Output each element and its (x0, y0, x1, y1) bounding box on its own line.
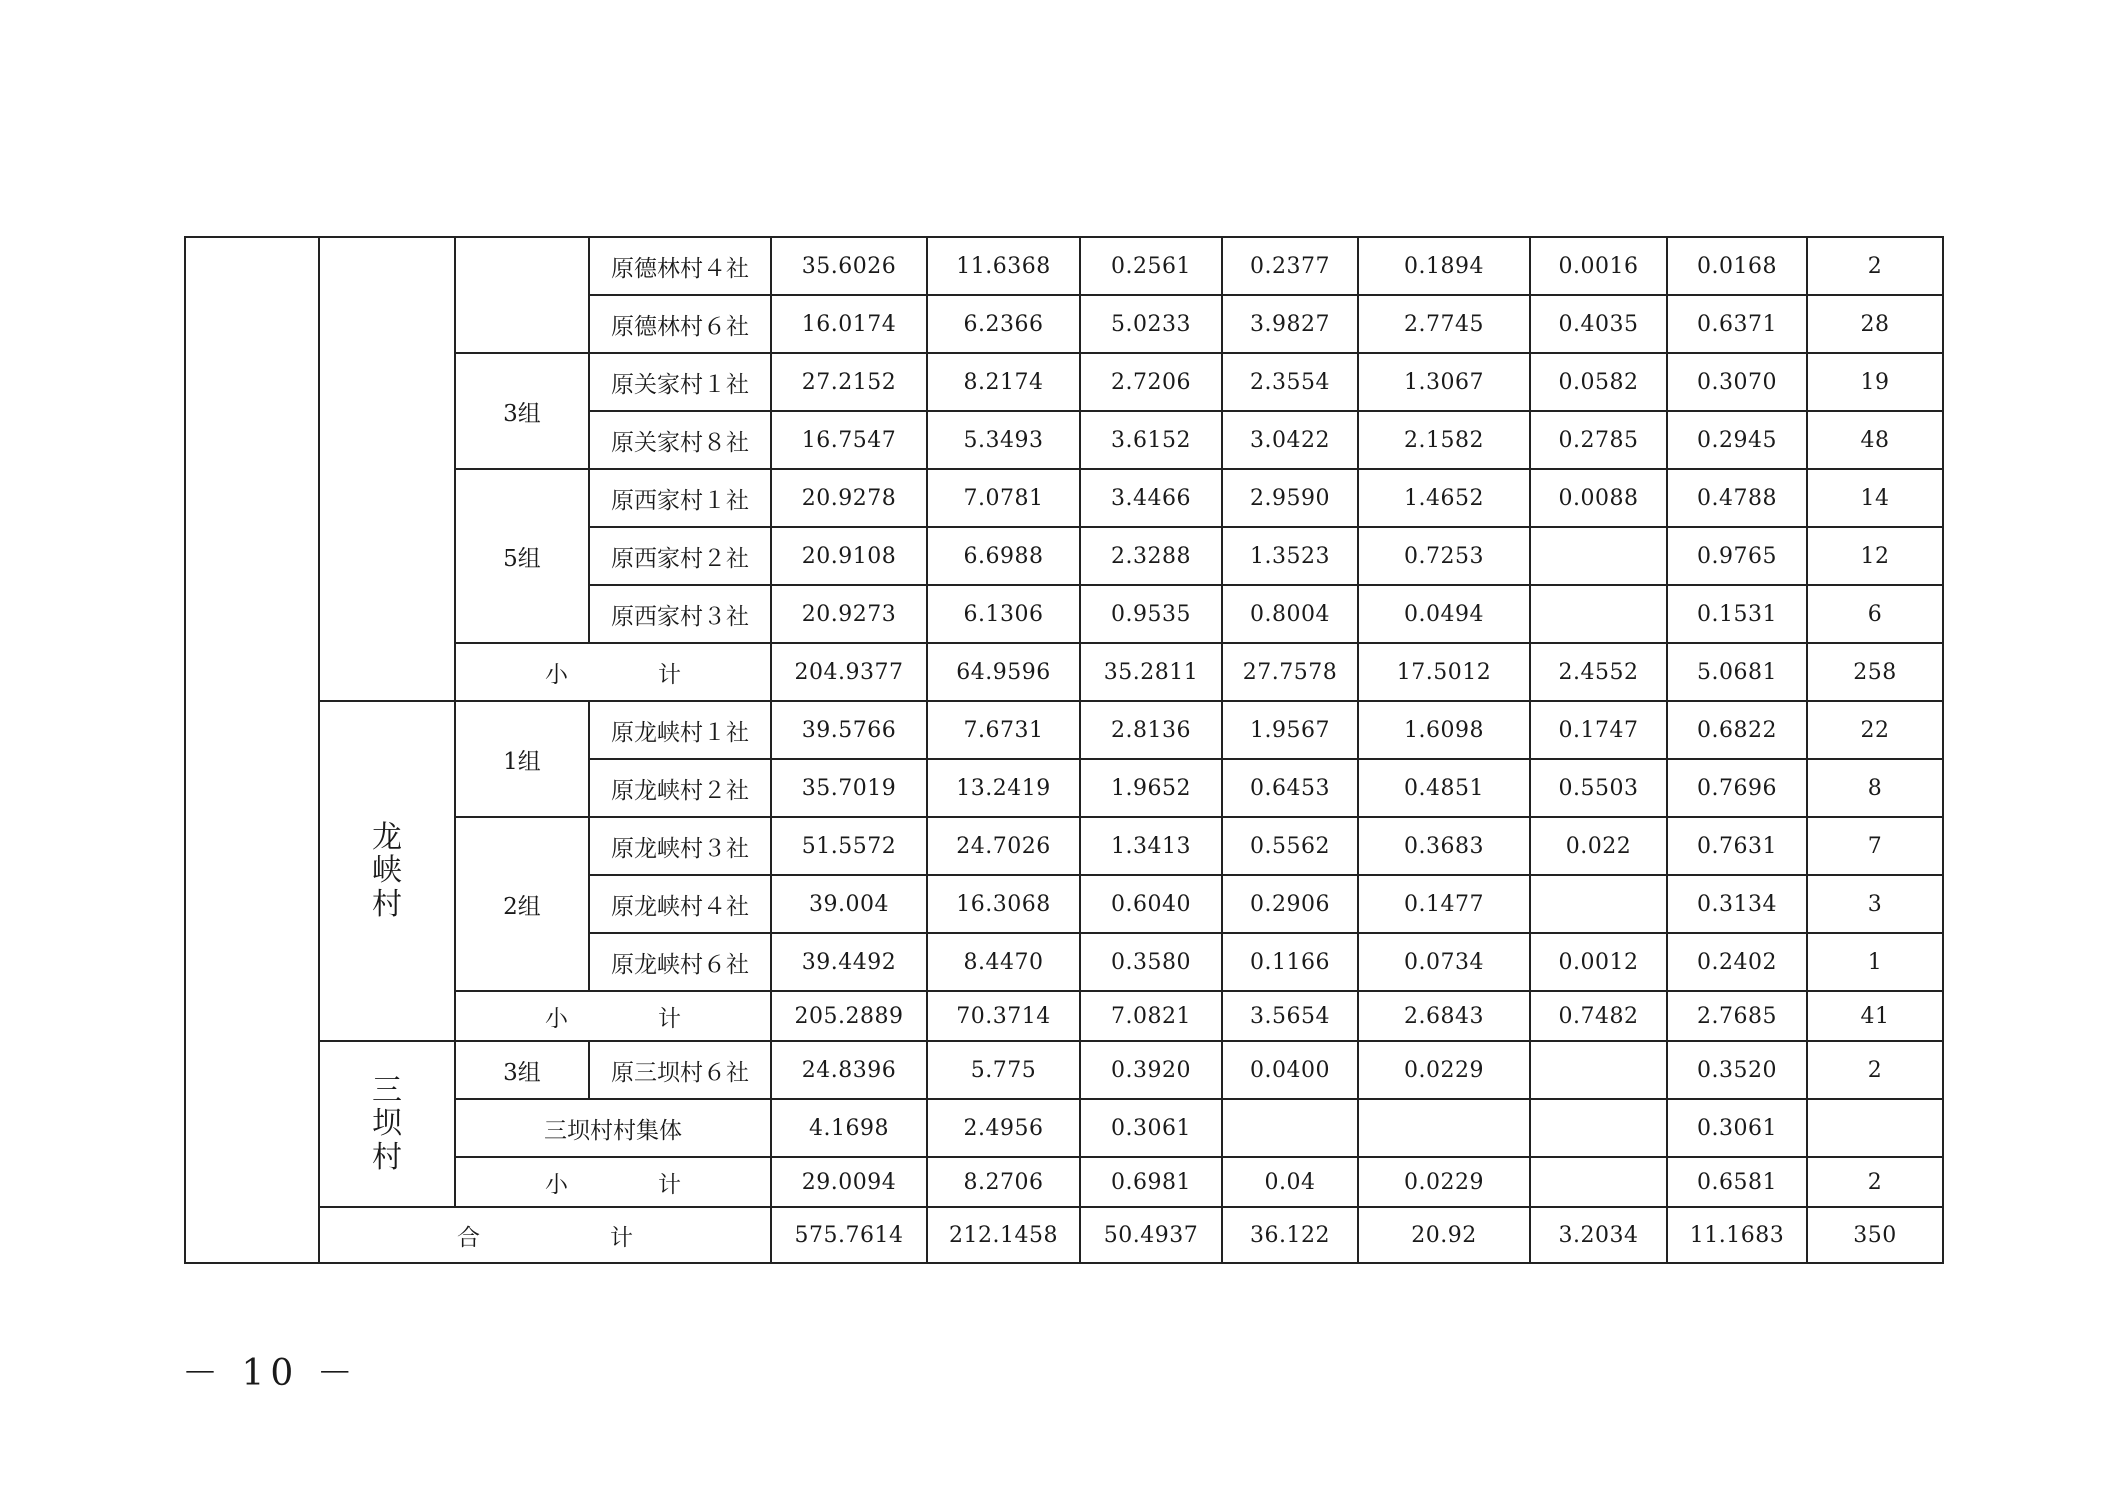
value-cell: 0.3134 (1667, 875, 1807, 933)
value-cell: 50.4937 (1080, 1207, 1222, 1263)
value-cell: 2.7206 (1080, 353, 1222, 411)
value-cell: 0.0494 (1358, 585, 1530, 643)
group-cell: 5组 (455, 469, 589, 643)
value-cell: 0.0016 (1530, 237, 1667, 295)
value-cell: 0.1477 (1358, 875, 1530, 933)
table-row (185, 237, 1943, 295)
value-cell: 0.7482 (1530, 991, 1667, 1041)
value-cell (1358, 1099, 1530, 1157)
value-cell: 2.4956 (927, 1099, 1080, 1157)
value-cell: 0.0400 (1222, 1041, 1358, 1099)
value-cell (1807, 1099, 1943, 1157)
value-cell: 0.4851 (1358, 759, 1530, 817)
value-cell: 64.9596 (927, 643, 1080, 701)
value-cell: 8.2706 (927, 1157, 1080, 1207)
value-cell: 0.0229 (1358, 1157, 1530, 1207)
subtotal-label-a: 小 (545, 1005, 568, 1032)
society-label-cell: 原龙峡村６社 (589, 933, 771, 991)
society-label-cell: 原龙峡村３社 (589, 817, 771, 875)
value-cell: 2.7685 (1667, 991, 1807, 1041)
value-cell: 24.7026 (927, 817, 1080, 875)
value-cell: 0.0168 (1667, 237, 1807, 295)
value-cell: 1.3413 (1080, 817, 1222, 875)
value-cell: 2.3554 (1222, 353, 1358, 411)
value-cell: 24.8396 (771, 1041, 927, 1099)
village-cell (319, 1041, 455, 1207)
value-cell: 0.0734 (1358, 933, 1530, 991)
value-cell: 28 (1807, 295, 1943, 353)
value-cell: 7.0821 (1080, 991, 1222, 1041)
value-cell: 1.9567 (1222, 701, 1358, 759)
value-cell: 0.3061 (1080, 1099, 1222, 1157)
value-cell: 0.7631 (1667, 817, 1807, 875)
value-cell: 22 (1807, 701, 1943, 759)
table-row (185, 1207, 1943, 1263)
group-cell: 1组 (455, 701, 589, 817)
value-cell: 0.6581 (1667, 1157, 1807, 1207)
value-cell: 16.0174 (771, 295, 927, 353)
value-cell: 0.1531 (1667, 585, 1807, 643)
value-cell: 1.9652 (1080, 759, 1222, 817)
value-cell: 0.6981 (1080, 1157, 1222, 1207)
value-cell: 3.5654 (1222, 991, 1358, 1041)
value-cell: 0.5562 (1222, 817, 1358, 875)
value-cell: 19 (1807, 353, 1943, 411)
table-row (185, 701, 1943, 759)
society-label-cell: 原三坝村６社 (589, 1041, 771, 1099)
society-label-cell: 原西家村２社 (589, 527, 771, 585)
value-cell: 11.1683 (1667, 1207, 1807, 1263)
value-cell: 205.2889 (771, 991, 927, 1041)
value-cell: 0.0012 (1530, 933, 1667, 991)
value-cell: 7.0781 (927, 469, 1080, 527)
society-label-cell: 原龙峡村４社 (589, 875, 771, 933)
value-cell: 1.4652 (1358, 469, 1530, 527)
value-cell: 2.6843 (1358, 991, 1530, 1041)
value-cell: 0.6371 (1667, 295, 1807, 353)
value-cell: 8.2174 (927, 353, 1080, 411)
value-cell: 0.4035 (1530, 295, 1667, 353)
subtotal-label-b: 计 (658, 1171, 681, 1198)
society-label-cell: 原西家村３社 (589, 585, 771, 643)
value-cell: 51.5572 (771, 817, 927, 875)
society-label-cell: 原关家村８社 (589, 411, 771, 469)
value-cell: 2.3288 (1080, 527, 1222, 585)
value-cell: 0.1166 (1222, 933, 1358, 991)
total-label-cell (319, 1207, 771, 1263)
total-label-a: 合 (457, 1224, 480, 1251)
value-cell: 0.3683 (1358, 817, 1530, 875)
subtotal-label-a: 小 (545, 661, 568, 688)
value-cell: 5.0233 (1080, 295, 1222, 353)
value-cell: 13.2419 (927, 759, 1080, 817)
total-label-b: 计 (610, 1224, 633, 1251)
value-cell: 2.9590 (1222, 469, 1358, 527)
group-cell: 3组 (455, 353, 589, 469)
value-cell: 350 (1807, 1207, 1943, 1263)
village-name: 三坝村 (372, 1072, 402, 1175)
value-cell: 27.2152 (771, 353, 927, 411)
society-label-cell: 原德林村４社 (589, 237, 771, 295)
value-cell (1530, 875, 1667, 933)
subtotal-label-b: 计 (658, 1005, 681, 1032)
society-label-cell: 原关家村１社 (589, 353, 771, 411)
value-cell: 3.2034 (1530, 1207, 1667, 1263)
blank-column-cell (185, 237, 319, 1263)
value-cell: 35.6026 (771, 237, 927, 295)
table-row (185, 1041, 1943, 1099)
value-cell: 2.1582 (1358, 411, 1530, 469)
value-cell: 12 (1807, 527, 1943, 585)
value-cell: 1.3523 (1222, 527, 1358, 585)
group-cell: 2组 (455, 817, 589, 991)
value-cell: 0.2785 (1530, 411, 1667, 469)
value-cell: 3 (1807, 875, 1943, 933)
value-cell: 0.0582 (1530, 353, 1667, 411)
value-cell: 20.9278 (771, 469, 927, 527)
value-cell: 5.3493 (927, 411, 1080, 469)
value-cell: 27.7578 (1222, 643, 1358, 701)
value-cell: 39.5766 (771, 701, 927, 759)
value-cell: 14 (1807, 469, 1943, 527)
value-cell: 16.7547 (771, 411, 927, 469)
value-cell: 6.2366 (927, 295, 1080, 353)
value-cell: 48 (1807, 411, 1943, 469)
value-cell: 204.9377 (771, 643, 927, 701)
collective-label-cell: 三坝村村集体 (455, 1099, 771, 1157)
value-cell: 6.6988 (927, 527, 1080, 585)
value-cell: 0.022 (1530, 817, 1667, 875)
value-cell: 0.0229 (1358, 1041, 1530, 1099)
value-cell: 0.3070 (1667, 353, 1807, 411)
value-cell: 6.1306 (927, 585, 1080, 643)
value-cell: 2.7745 (1358, 295, 1530, 353)
value-cell: 1.6098 (1358, 701, 1530, 759)
value-cell: 0.7253 (1358, 527, 1530, 585)
value-cell: 0.2906 (1222, 875, 1358, 933)
value-cell: 0.1894 (1358, 237, 1530, 295)
value-cell: 0.3920 (1080, 1041, 1222, 1099)
value-cell: 2.4552 (1530, 643, 1667, 701)
value-cell: 7.6731 (927, 701, 1080, 759)
value-cell: 2 (1807, 1157, 1943, 1207)
society-label-cell: 原龙峡村２社 (589, 759, 771, 817)
value-cell: 29.0094 (771, 1157, 927, 1207)
value-cell: 0.0088 (1530, 469, 1667, 527)
value-cell: 35.2811 (1080, 643, 1222, 701)
value-cell: 5.0681 (1667, 643, 1807, 701)
value-cell: 0.5503 (1530, 759, 1667, 817)
value-cell: 2 (1807, 1041, 1943, 1099)
value-cell: 3.9827 (1222, 295, 1358, 353)
value-cell: 16.3068 (927, 875, 1080, 933)
value-cell: 258 (1807, 643, 1943, 701)
group-cell-continued (455, 237, 589, 353)
value-cell (1530, 1157, 1667, 1207)
value-cell: 70.3714 (927, 991, 1080, 1041)
value-cell: 0.2377 (1222, 237, 1358, 295)
subtotal-label-a: 小 (545, 1171, 568, 1198)
value-cell: 0.7696 (1667, 759, 1807, 817)
value-cell: 20.92 (1358, 1207, 1530, 1263)
subtotal-label-cell (455, 991, 771, 1041)
value-cell (1530, 527, 1667, 585)
group-cell: 3组 (455, 1041, 589, 1099)
value-cell: 0.6822 (1667, 701, 1807, 759)
value-cell: 11.6368 (927, 237, 1080, 295)
value-cell: 6 (1807, 585, 1943, 643)
village-cell (319, 701, 455, 1041)
society-label-cell: 原西家村１社 (589, 469, 771, 527)
value-cell: 3.6152 (1080, 411, 1222, 469)
value-cell: 2 (1807, 237, 1943, 295)
value-cell: 0.6040 (1080, 875, 1222, 933)
table-body (185, 237, 1943, 1263)
value-cell: 0.2402 (1667, 933, 1807, 991)
value-cell: 1 (1807, 933, 1943, 991)
value-cell: 0.3580 (1080, 933, 1222, 991)
value-cell: 0.2945 (1667, 411, 1807, 469)
data-table (184, 236, 1944, 1264)
value-cell: 39.4492 (771, 933, 927, 991)
value-cell: 0.04 (1222, 1157, 1358, 1207)
value-cell: 0.2561 (1080, 237, 1222, 295)
value-cell: 39.004 (771, 875, 927, 933)
value-cell: 0.1747 (1530, 701, 1667, 759)
value-cell: 0.6453 (1222, 759, 1358, 817)
subtotal-label-b: 计 (658, 661, 681, 688)
value-cell (1530, 1041, 1667, 1099)
value-cell: 20.9273 (771, 585, 927, 643)
subtotal-label-cell (455, 1157, 771, 1207)
value-cell: 575.7614 (771, 1207, 927, 1263)
value-cell: 41 (1807, 991, 1943, 1041)
subtotal-label-cell (455, 643, 771, 701)
society-label-cell: 原龙峡村１社 (589, 701, 771, 759)
value-cell: 8 (1807, 759, 1943, 817)
value-cell: 17.5012 (1358, 643, 1530, 701)
value-cell: 0.3520 (1667, 1041, 1807, 1099)
value-cell (1530, 1099, 1667, 1157)
value-cell: 36.122 (1222, 1207, 1358, 1263)
village-cell-continued (319, 237, 455, 701)
value-cell: 8.4470 (927, 933, 1080, 991)
value-cell: 0.9535 (1080, 585, 1222, 643)
value-cell: 212.1458 (927, 1207, 1080, 1263)
value-cell: 0.4788 (1667, 469, 1807, 527)
value-cell: 0.8004 (1222, 585, 1358, 643)
value-cell: 3.4466 (1080, 469, 1222, 527)
value-cell (1222, 1099, 1358, 1157)
value-cell: 2.8136 (1080, 701, 1222, 759)
value-cell: 35.7019 (771, 759, 927, 817)
page-number: － 10 － (182, 1353, 359, 1394)
value-cell: 0.9765 (1667, 527, 1807, 585)
value-cell: 5.775 (927, 1041, 1080, 1099)
society-label-cell: 原德林村６社 (589, 295, 771, 353)
value-cell: 1.3067 (1358, 353, 1530, 411)
value-cell: 4.1698 (771, 1099, 927, 1157)
value-cell: 7 (1807, 817, 1943, 875)
value-cell: 0.3061 (1667, 1099, 1807, 1157)
village-name: 龙峡村 (372, 819, 402, 922)
value-cell: 20.9108 (771, 527, 927, 585)
value-cell: 3.0422 (1222, 411, 1358, 469)
value-cell (1530, 585, 1667, 643)
